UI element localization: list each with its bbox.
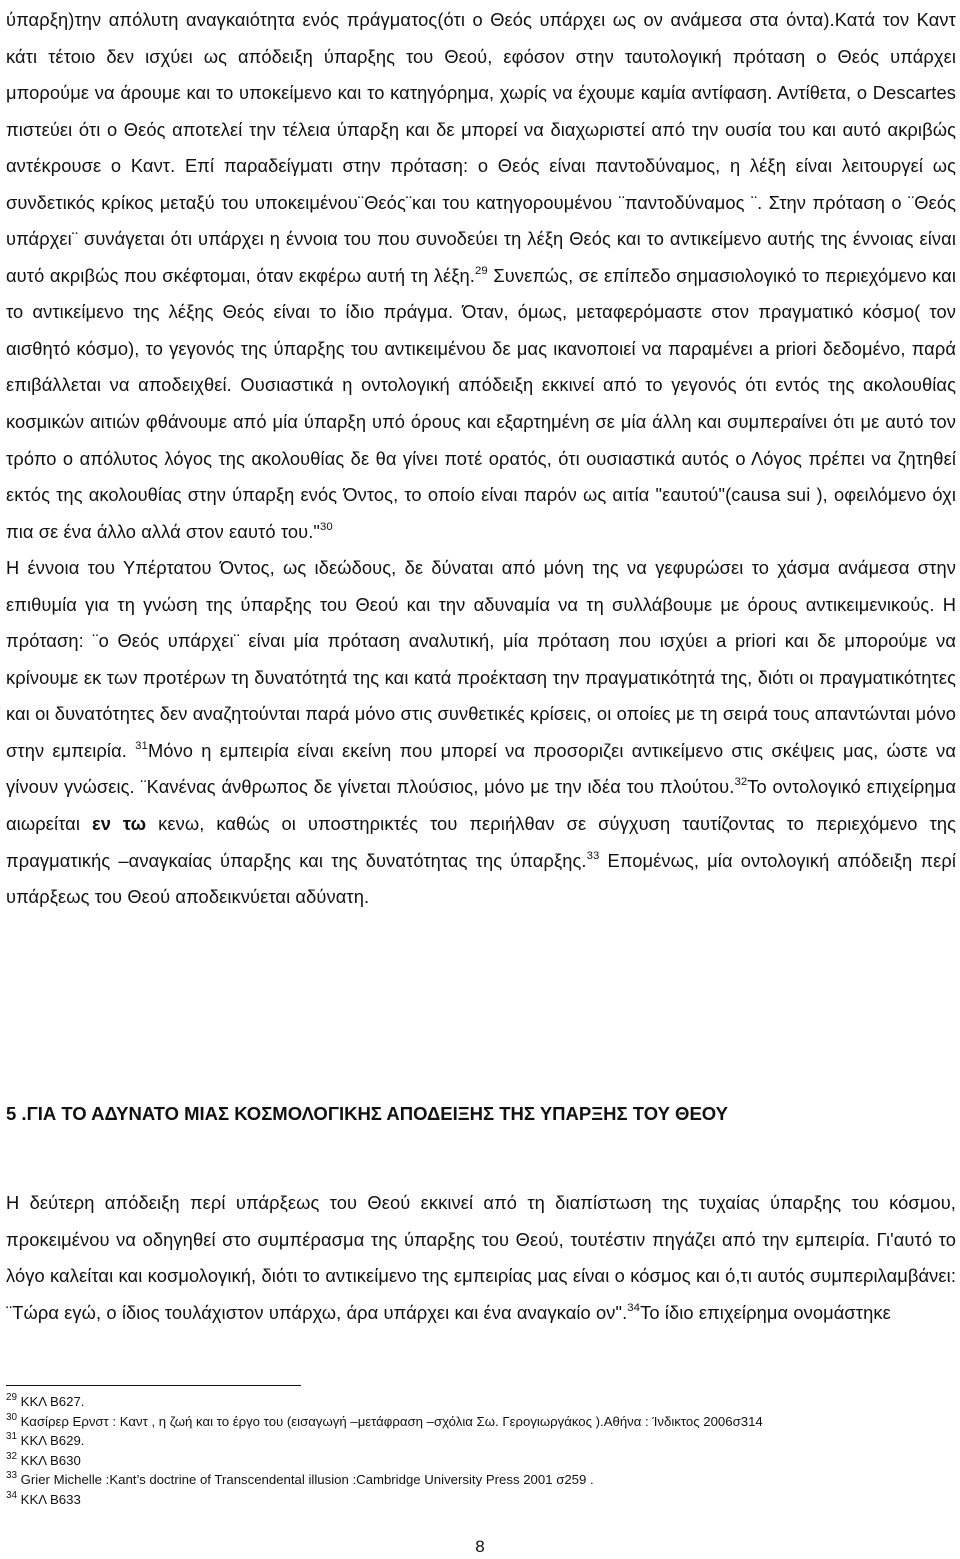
- footnote-text: ΚΚΛ Β627.: [16, 1394, 85, 1409]
- footnote-reference: 34: [627, 1301, 641, 1314]
- footnote-reference: 32: [734, 776, 748, 789]
- footnote-separator: [6, 1385, 301, 1386]
- footnote-text: ΚΚΛ Β633: [16, 1491, 81, 1507]
- footnote-reference: 31: [135, 739, 148, 752]
- text-run: Επομένως, μία οντολογική απόδειξη περί υπάρξεως του Θεού αποδεικνύεται αδύνατη.: [6, 849, 957, 908]
- body-text-block: [6, 2, 956, 916]
- footnote: [6, 1431, 956, 1451]
- footnote-number: 32: [6, 1450, 17, 1462]
- footnote-number: 34: [6, 1489, 17, 1501]
- footnote-text: ΚΚΛ Β630: [16, 1452, 81, 1468]
- footnote: [6, 1412, 956, 1432]
- bold-text: εν τω: [91, 813, 147, 835]
- footnote-number: 33: [6, 1470, 17, 1482]
- text-run: Η δεύτερη απόδειξη περί υπάρξεως του Θεού εκκινεί από τη διαπίστωση της τυχαίας ύπαρξης του κόσμου, προκειμένου να οδηγηθεί στο συμπέρασμα της ύπαρξης του Θεού, τουτέστιν πηγάζει από την εμπειρία. Γι'αυτό το λόγο καλείται και κοσμολογική, διότι το αντικείμενο της εμπειρίας μας είναι ο κόσμος και ό,τι αυτός συμπεριλαμβάνει: ¨Τώρα εγώ, ο ίδιος τουλάχιστον υπάρχω, άρα υπάρχει και ένα αναγκαίο ον".: [6, 1192, 956, 1323]
- paragraph: [6, 1185, 956, 1331]
- footnote-number: 30: [6, 1411, 17, 1423]
- footnote-reference: 29: [475, 264, 488, 277]
- text-run: Το οντολογικό επιχείρημα αιωρείται: [6, 776, 956, 835]
- footnote: [6, 1470, 956, 1490]
- page-number: 8: [475, 1537, 485, 1556]
- text-run: Μόνο η εμπειρία είναι εκείνη που μπορεί να προσοριζει αντικείμενο στις σκέψεις μας, ώστε να γίνουν γνώσεις. ¨Κανένας άνθρωπος δε γίνεται πλούσιος, μόνο με την ιδέα του πλούτου.: [6, 739, 956, 798]
- footnote-reference: 30: [320, 520, 333, 533]
- paragraph: [6, 2, 956, 550]
- body-text-block: [6, 1185, 956, 1331]
- section-heading: 5 .ΓΙΑ ΤΟ ΑΔΥΝΑΤΟ ΜΙΑΣ ΚΟΣΜΟΛΟΓΙΚΗΣ ΑΠΟΔΕΙΞΗΣ ΤΗΣ ΥΠΑΡΞΗΣ ΤΟΥ ΘΕΟΥ: [6, 1103, 728, 1124]
- footnote: [6, 1451, 956, 1471]
- text-run: Η έννοια του Υπέρτατου Όντος, ως ιδεώδους, δε δύναται από μόνη της να γεφυρώσει το χάσμα ανάμεσα στην επιθυμία για τη γνώση της ύπαρξης του Θεού και την αδυναμία να τη συλλάβουμε με όρους αντικειμενικούς. Η πρόταση: ¨ο Θεός υπάρχει¨ είναι μία πρόταση αναλυτική, μία πρόταση που ισχύει a priori και δε μπορούμε να κρίνουμε εκ των προτέρων τη δυνατότητά της και κατά προέκταση την πραγματικότητά της, διότι οι πραγματικότητες και οι δυνατότητες δεν αναζητούνται παρά μόνο στις συνθετικές κρίσεις, οι οποίες με τη σειρά τους απαντώνται μόνο στην εμπειρία.: [6, 557, 956, 761]
- text-run: ύπαρξη)την απόλυτη αναγκαιότητα ενός πράγματος(ότι ο Θεός υπάρχει ως ον ανάμεσα στα όντα).Κατά τον Καντ κάτι τέτοιο δεν ισχύει ως απόδειξη ύπαρξης του Θεού, εφόσον στην ταυτολογική πρόταση ο Θεός υπάρχει μπορούμε να άρουμε και το υποκείμενο και το κατηγόρημα, χωρίς να έχουμε καμία αντίφαση. Αντίθετα, ο Descartes πιστεύει ότι ο Θεός αποτελεί την τέλεια ύπαρξη και δε μπορεί να διαχωριστεί από την ουσία του και αυτό ακριβώς αντέκρουσε ο Καντ. Επί παραδείγματι στην πρόταση: ο Θεός είναι παντοδύναμος, η λέξη είναι λειτουργεί ως συνδετικός κρίκος μεταξύ του υποκειμένου¨Θεός¨και του κατηγορουμένου ¨παντοδύναμος ¨. Στην πρόταση ο ¨Θεός υπάρχει¨ συνάγεται ότι υπάρχει η έννοια του που συνοδεύει τη λέξη Θεός και το αντικείμενο αυτής της έννοιας είναι αυτό ακριβώς που σκέφτομαι, όταν εκφέρω αυτή τη λέξη.: [6, 9, 956, 286]
- footnote-text: ΚΚΛ Β629.: [16, 1433, 85, 1448]
- footnote-number: 29: [6, 1392, 17, 1404]
- paragraph: [6, 550, 956, 915]
- text-run: Συνεπώς, σε επίπεδο σημασιολογικό το περιεχόμενο και το αντικείμενο της λέξης Θεός είναι το ίδιο πράγμα. Όταν, όμως, μεταφερόμαστε στον πραγματικό κόσμο( τον αισθητό κόσμο), το γεγονός της ύπαρξης του αντικειμένου δε μας ικανοποιεί να παραμένει a priori δεδομένο, παρά επιβάλλεται να αποδειχθεί. Ουσιαστικά η οντολογική απόδειξη εκκινεί από το γεγονός ότι εντός της ακολουθίας κοσμικών αιτιών φθάνουμε από μία ύπαρξη υπό όρους και εξαρτημένη σε μία άλλη και συμπεραίνει ότι με αυτό τον τρόπο ο απόλυτος λόγος της ακολουθίας δε θα γίνει ποτέ ορατός, ότι ουσιαστικά αυτός ο Λόγος πρέπει να ζητηθεί εκτός της ακολουθίας στην ύπαρξη ενός Όντος, το οποίο είναι παρόν ως αιτία "εαυτού"(causa sui ), οφειλόμενο όχι πια σε ένα άλλο αλλά στον εαυτό του.": [6, 264, 957, 542]
- footnote: [6, 1490, 956, 1510]
- footnote-text: Κασίρερ Ερνστ : Καντ , η ζωή και το έργο του (εισαγωγή –μετάφραση –σχόλια Σω. Γερογιωργάκος ).Αθήνα : Ίνδικτος 2006σ314: [16, 1413, 763, 1429]
- footnote-number: 31: [6, 1431, 17, 1443]
- footnotes: [6, 1392, 956, 1509]
- footnote-text: Grier Michelle :Kant’s doctrine of Transcendental illusion :Cambridge University Press 2001 σ259 .: [16, 1472, 594, 1487]
- footnote: [6, 1392, 956, 1412]
- text-run: κενω, καθώς οι υποστηρικτές του περιήλθαν σε σύγχυση ταυτίζοντας το περιεχόμενο της πραγματικής –αναγκαίας ύπαρξης και της δυνατότητας της ύπαρξης.: [6, 813, 956, 871]
- footnote-reference: 33: [586, 849, 600, 862]
- text-run: Το ίδιο επιχείρημα ονομάστηκε: [640, 1301, 891, 1323]
